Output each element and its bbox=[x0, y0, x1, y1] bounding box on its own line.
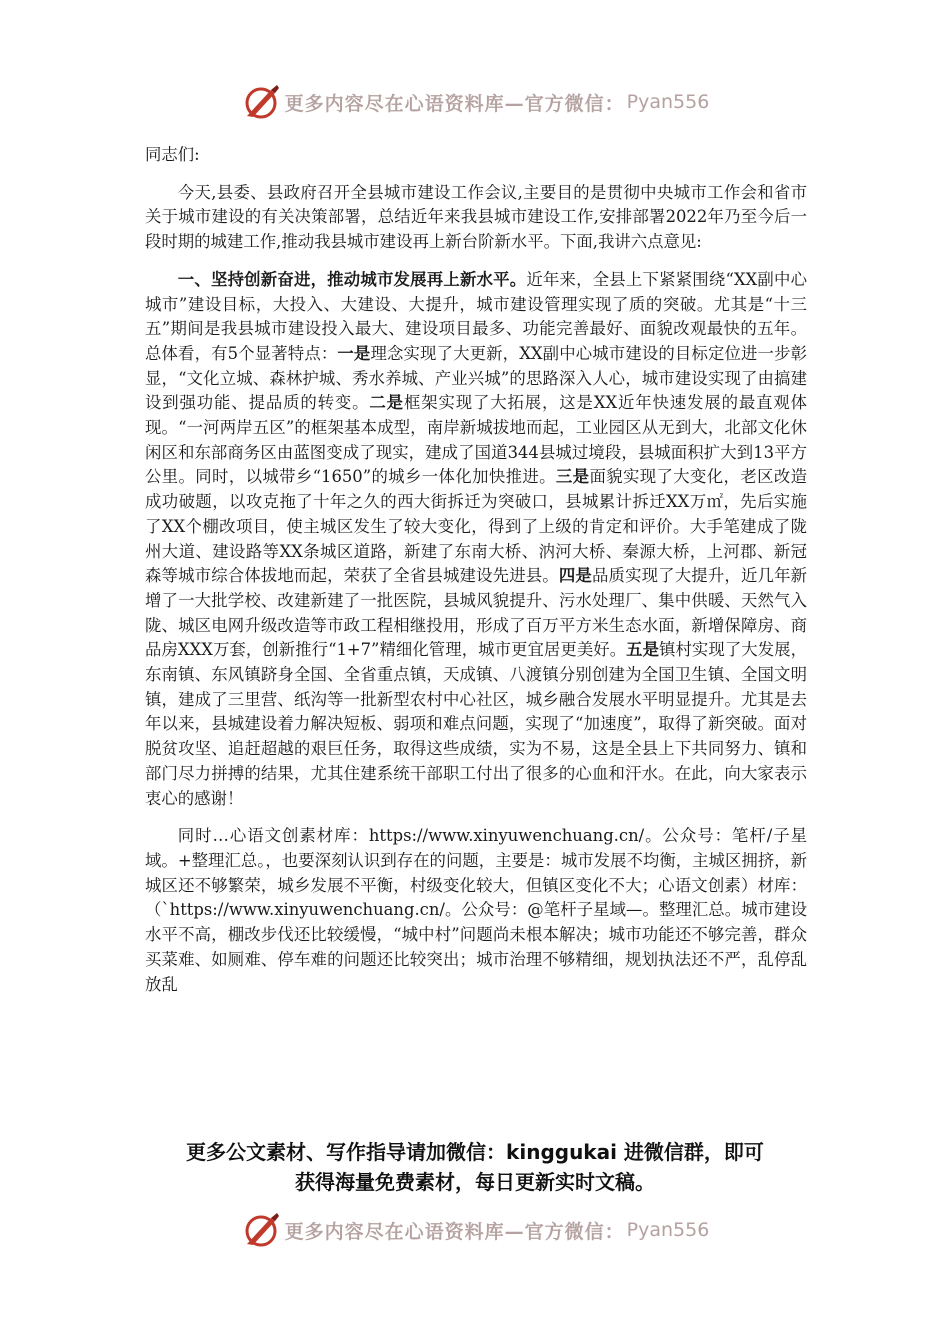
point-1-text: 理念实现了大更新，XX副中心城市建设的目标定位进一步彰显，“文化立城、森林护城、秀水养城、产业兴城”的思路深入人心，城市建设实现了由搞建设到强功能、提品质的转变。 bbox=[145, 343, 808, 413]
footer-banner bbox=[0, 1208, 950, 1252]
promo-line-1: 更多公文素材、写作指导请加微信：kinggukai 进微信群，即可 bbox=[186, 1140, 764, 1164]
pen-circle-logo-icon bbox=[241, 1210, 281, 1250]
point-4-keyword: 四是 bbox=[558, 566, 592, 586]
section-1-text: 近年来，全县上下紧紧围绕“XX副中心城市”建设目标，大投入、大建设、大提升，城市建设管理实现了质的突破。尤其是“十三五”期间是我县城市建设投入最大、建设项目最多、功能完善最好、面貌改观最快的五年。总体看，有5个显著特点： bbox=[145, 269, 807, 363]
point-4-text: 品质实现了大提升，近几年新增了一大批学校、改建新建了一批医院，县城风貌提升、污水处理厂、集中供暖、天然气入陇、城区电网升级改造等市政工程相继投用，形成了百万平方米生态水面，新增保障房、商品房XXX万套，创新推行“1+7”精细化管理，城市更宜居更美好。 bbox=[145, 566, 808, 660]
point-2-keyword: 二是 bbox=[369, 393, 404, 413]
header-banner bbox=[0, 80, 950, 124]
document-body bbox=[145, 143, 807, 997]
point-2-text: 框架实现了大拓展，这是XX近年快速发展的最直观体现。“一河两岸五区”的框架基本成型，南岸新城拔地而起，工业园区从无到大，北部文化休闲区和东部商务区由蓝图变成了现实，建成了国道344县城过境段，县城面积扩大到13平方公里。同时，以城带乡“1650”的城乡一体化加快推进。 bbox=[145, 393, 808, 487]
intro-paragraph: 今天,县委、县政府召开全县城市建设工作会议,主要目的是贯彻中央城市工作会和省市关于城市建设的有关决策部署，总结近年来我县城市建设工作,安排部署2022年乃至今后一段时期的城建工作,推动我县城市建设再上新台阶新水平。下面,我讲六点意见: bbox=[145, 182, 807, 252]
point-3-keyword: 三是 bbox=[555, 467, 590, 487]
pen-circle-logo-icon bbox=[241, 82, 281, 122]
point-5-text: 镇村实现了大发展，东南镇、东风镇跻身全国、全省重点镇，天成镇、八渡镇分别创建为全国卫生镇、全国文明镇，建成了三里营、纸沟等一批新型农村中心社区，城乡融合发展水平明显提升。尤其是去年以来，县城建设着力解决短板、弱项和难点问题，实现了“加速度”，取得了新突破。面对脱贫攻坚、追赶超越的艰巨任务，取得这些成绩，实为不易，这是全县上下共同努力、镇和部门尽力拼搏的结果，尤其住建系统干部职工付出了很多的心血和汗水。在此，向大家表示衷心的感谢！ bbox=[145, 640, 807, 808]
point-1-keyword: 一是 bbox=[337, 343, 371, 363]
banner-text: 更多内容尽在心语资料库—官方微信： bbox=[284, 92, 625, 115]
greeting: 同志们: bbox=[145, 145, 200, 164]
section-1-paragraph bbox=[145, 268, 807, 811]
section-1-heading: 一、坚持创新奋进，推动城市发展再上新水平。 bbox=[177, 269, 527, 289]
banner-account: Pyan556 bbox=[626, 1219, 710, 1241]
banner-text: 更多内容尽在心语资料库—官方微信： bbox=[284, 1220, 625, 1243]
paragraph-3: 同时…心语文创素材库：https://www.xinyuwenchuang.cn/。公众号：笔杆/子星域。+整理汇总。，也要深刻认识到存在的问题，主要是：城市发展不均衡，主城区拥挤，新城区还不够繁荣，城乡发展不平衡，村级变化较大，但镇区变化不大；心语文创素）材库：（`https://www.xinyuwenchuang.cn/。公众号：@笔杆子星域—。整理汇总。城市建设水平不高，棚改步伐还比较缓慢，“城中村”问题尚未根本解决；城市功能还不够完善，群众买菜难、如厕难、停车难的问题还比较突出；城市治理不够精细，规划执法还不严，乱停乱放乱 bbox=[145, 826, 807, 994]
point-3-text: 面貌实现了大变化，老区改造成功破题，以攻克拖了十年之久的西大街拆迁为突破口，县城累计拆迁XX万㎡，先后实施了XX个棚改项目，使主城区发生了较大变化，得到了上级的肯定和评价。大手笔建成了陇州大道、建设路等XX条城区道路，新建了东南大桥、汭河大桥、秦源大桥，上河郡、新冠森等城市综合体拔地而起，荣获了全省县城建设先进县。 bbox=[145, 467, 807, 586]
promo-line-2: 获得海量免费素材，每日更新实时文稿。 bbox=[295, 1170, 655, 1194]
point-5-keyword: 五是 bbox=[626, 640, 660, 660]
promo-text bbox=[0, 1137, 950, 1197]
banner-account: Pyan556 bbox=[626, 91, 710, 113]
